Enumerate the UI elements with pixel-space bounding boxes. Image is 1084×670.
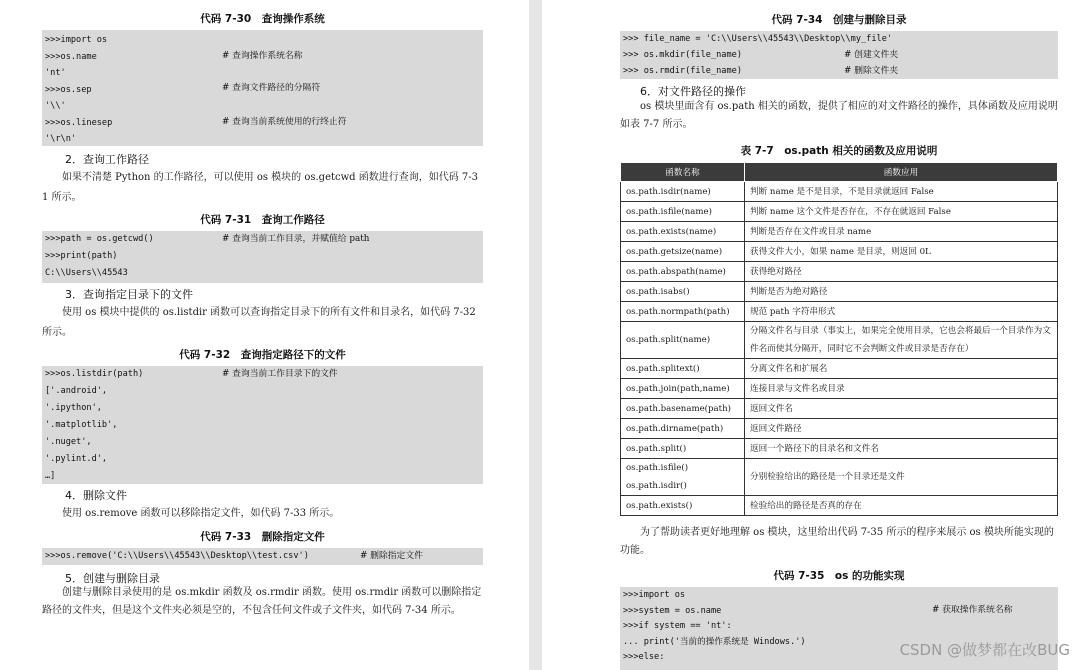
code-line: '.ipython', <box>45 403 102 413</box>
table-row <box>621 302 1058 322</box>
function-usage-cell: 获得绝对路径 <box>745 262 1058 282</box>
function-usage-cell: 连接目录与文件名或目录 <box>745 379 1058 399</box>
csdn-watermark: CSDN @做梦都在改BUG <box>899 641 1070 659</box>
function-name-cell: os.path.split(name) <box>621 322 745 359</box>
code-line: >>>system = os.name <box>623 605 722 616</box>
table-row <box>621 322 1058 359</box>
function-usage-cell: 分隔文件名与目录（事实上，如果完全使用目录，它也会将最后一个目录作为文件名而使其分隔开，同时它不会判断文件或目录是否存在） <box>745 322 1058 359</box>
function-name-cell: os.path.exists() <box>621 496 745 516</box>
code-caption-7-35: 代码 7-35 os 的功能实现 <box>773 570 905 582</box>
table-header-usage: 函数应用 <box>745 163 1058 182</box>
table-row <box>621 379 1058 399</box>
code-line: '\r\n' <box>45 134 77 144</box>
code-comment: # 创建文件夹 <box>844 50 899 60</box>
table-row <box>621 359 1058 379</box>
table-caption-7-7: 表 7-7 os.path 相关的函数及应用说明 <box>740 145 938 157</box>
code-block-7-31 <box>42 231 483 283</box>
table-row <box>621 419 1058 439</box>
table-header-function: 函数名称 <box>621 163 745 182</box>
table-row <box>621 399 1058 419</box>
code-line: '\\' <box>45 101 66 111</box>
function-name-cell: os.path.abspath(name) <box>621 262 745 282</box>
code-line: '.nuget', <box>45 437 92 447</box>
function-name-cell: os.path.isabs() <box>621 282 745 302</box>
function-name-cell: os.path.split() <box>621 439 745 459</box>
code-line: >>> file_name = 'C:\\Users\\45543\\Desktop\\my_file' <box>623 34 893 44</box>
code-comment: # 查询文件路径的分隔符 <box>222 83 321 93</box>
code-line: >>>if system == 'nt': <box>623 621 732 631</box>
function-name-cell: os.path.getsize(name) <box>621 242 745 262</box>
code-line: >>> os.mkdir(file_name) <box>623 50 742 60</box>
table-body <box>621 182 1058 516</box>
code-comment: # 查询操作系统名称 <box>222 51 303 61</box>
paragraph: os 模块里面含有 os.path 相关的函数，提供了相应的对文件路径的操作，具体函数及应用说明如表 7-7 所示。 <box>620 101 1058 130</box>
function-name-cell: os.path.isfile() os.path.isdir() <box>621 459 745 496</box>
section-heading-5: 5．创建与删除目录 <box>65 572 160 585</box>
code-comment: # 获取操作系统名称 <box>932 605 1013 615</box>
code-line: ['.android', <box>45 386 108 396</box>
table-row <box>621 282 1058 302</box>
os-path-table <box>620 162 1058 516</box>
code-comment: # 查询当前工作目录，并赋值给 path <box>222 234 370 244</box>
table-row <box>621 242 1058 262</box>
table-row <box>621 222 1058 242</box>
function-name-cell: os.path.dirname(path) <box>621 419 745 439</box>
paragraph: 为了帮助读者更好地理解 os 模块，这里给出代码 7-35 所示的程序来展示 os 模块所能实现的功能。 <box>620 527 1054 556</box>
function-name-cell: os.path.basename(path) <box>621 399 745 419</box>
code-line: >>>import os <box>45 35 108 45</box>
table-row <box>621 262 1058 282</box>
function-name-cell: os.path.join(path,name) <box>621 379 745 399</box>
code-block-7-30 <box>42 30 483 146</box>
code-line: >>>import os <box>623 590 686 600</box>
code-line: >>>os.listdir(path) <box>45 369 144 379</box>
function-name-cell: os.path.normpath(path) <box>621 302 745 322</box>
function-usage-cell: 判断是否为绝对路径 <box>745 282 1058 302</box>
code-caption-7-30: 代码 7-30 查询操作系统 <box>200 13 325 25</box>
code-comment: # 查询当前系统使用的行终止符 <box>222 117 347 127</box>
function-name-cell: os.path.isdir(name) <box>621 182 745 202</box>
function-usage-cell: 规范 path 字符串形式 <box>745 302 1058 322</box>
paragraph: 使用 os.remove 函数可以移除指定文件，如代码 7-33 所示。 <box>62 508 340 519</box>
code-line: '.matplotlib', <box>45 420 118 430</box>
code-comment: # 查询当前工作目录下的文件 <box>222 369 338 379</box>
left-page <box>0 0 529 670</box>
code-caption-7-34: 代码 7-34 创建与删除目录 <box>771 14 907 26</box>
function-usage-cell: 返回文件名 <box>745 399 1058 419</box>
code-line: '.pylint.d', <box>45 454 108 464</box>
table-row <box>621 496 1058 516</box>
code-block-7-33 <box>42 548 483 565</box>
function-usage-cell: 分别检验给出的路径是一个目录还是文件 <box>745 459 1058 496</box>
code-caption-7-32: 代码 7-32 查询指定路径下的文件 <box>179 349 346 361</box>
paragraph: 如果不清楚 Python 的工作路径，可以使用 os 模块的 os.getcwd 函数进行查询，如代码 7-31 所示。 <box>42 172 479 203</box>
table-row <box>621 182 1058 202</box>
function-name-cell: os.path.splitext() <box>621 359 745 379</box>
function-usage-cell: 判断 name 这个文件是否存在，不存在就返回 False <box>745 202 1058 222</box>
code-line: C:\\Users\\45543 <box>45 268 128 278</box>
code-line: >>>os.sep <box>45 84 92 95</box>
section-heading-6: 6．对文件路径的操作 <box>640 85 746 98</box>
code-line: >>>os.linesep <box>45 117 113 128</box>
code-line: >>>path = os.getcwd() <box>45 234 154 244</box>
section-heading-3: 3．查询指定目录下的文件 <box>65 288 193 301</box>
table-header-row <box>621 163 1058 182</box>
code-block-7-34 <box>620 31 1058 79</box>
function-usage-cell: 返回一个路径下的目录名和文件名 <box>745 439 1058 459</box>
function-name-cell: os.path.isfile(name) <box>621 202 745 222</box>
table-row <box>621 439 1058 459</box>
code-line: …] <box>45 471 56 481</box>
function-usage-cell: 判断是否存在文件或目录 name <box>745 222 1058 242</box>
code-line: >>>print(path) <box>45 251 118 261</box>
code-comment: # 删除文件夹 <box>844 66 899 76</box>
right-page <box>542 0 1084 670</box>
function-usage-cell: 返回文件路径 <box>745 419 1058 439</box>
code-block-7-32 <box>42 366 483 484</box>
table-row <box>621 459 1058 496</box>
code-caption-7-31: 代码 7-31 查询工作路径 <box>200 214 325 226</box>
paragraph: 使用 os 模块中提供的 os.listdir 函数可以查询指定目录下的所有文件和目录名，如代码 7-32 所示。 <box>42 307 476 338</box>
function-name-cell: os.path.exists(name) <box>621 222 745 242</box>
code-line: >>> os.rmdir(file_name) <box>623 66 742 76</box>
function-usage-cell: 分离文件名和扩展名 <box>745 359 1058 379</box>
function-usage-cell: 检验给出的路径是否真的存在 <box>745 496 1058 516</box>
code-line: >>>os.remove('C:\\Users\\45543\\Desktop\\test.csv') <box>45 551 309 561</box>
code-line: >>>else: <box>623 652 665 662</box>
code-caption-7-33: 代码 7-33 删除指定文件 <box>200 531 325 543</box>
function-usage-cell: 判断 name 是不是目录，不是目录就返回 False <box>745 182 1058 202</box>
code-line: >>>os.name <box>45 51 97 62</box>
code-line: ... print('当前的操作系统是 Windows.') <box>623 636 806 647</box>
code-line: 'nt' <box>45 68 66 78</box>
paragraph: 创建与删除目录使用的是 os.mkdir 函数及 os.rmdir 函数。使用 os.rmdir 函数可以删除指定路径的文件夹，但是这个文件夹必须是空的，不包含任何文件或子文件夹，如代码 7-34 所示。 <box>42 587 482 616</box>
section-heading-4: 4．删除文件 <box>65 489 127 502</box>
function-usage-cell: 获得文件大小，如果 name 是目录，则返回 0L <box>745 242 1058 262</box>
table-row <box>621 202 1058 222</box>
section-heading-2: 2．查询工作路径 <box>65 153 149 166</box>
code-comment: # 删除指定文件 <box>360 551 423 561</box>
